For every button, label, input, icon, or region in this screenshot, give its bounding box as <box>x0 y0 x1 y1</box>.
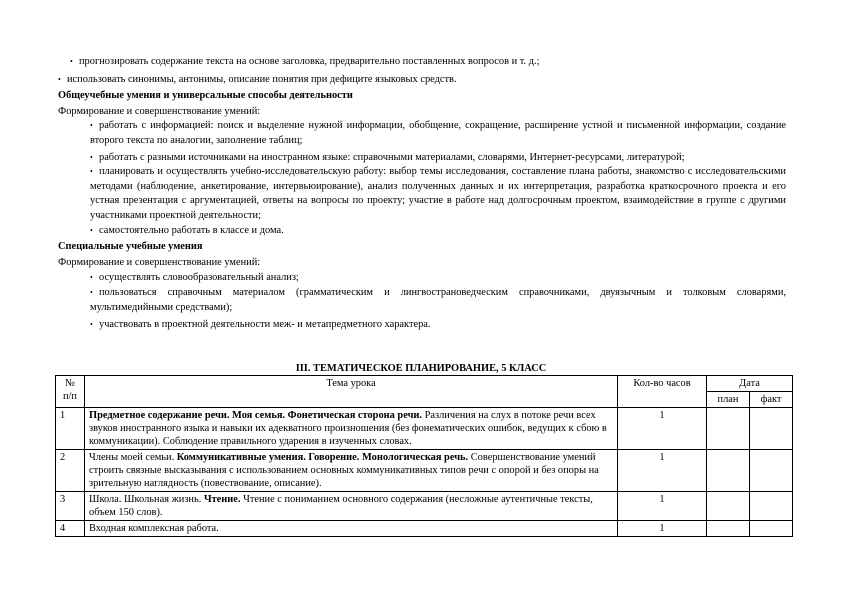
header-num: № п/п <box>56 376 85 408</box>
row-plan <box>707 408 750 450</box>
bullet-item: • участвовать в проектной деятельности меж- и метапредметного характера. <box>90 319 431 330</box>
row-num: 3 <box>56 492 85 521</box>
bullet-icon: • <box>70 57 73 66</box>
table-row <box>56 408 793 450</box>
intro-line: Формирование и совершенствование умений: <box>58 257 261 268</box>
row-hours: 1 <box>618 492 707 521</box>
bullet-paragraph: • планировать и осуществлять учебно-исследовательскую работу: выбор темы исследования, составление плана работы, знакомство с исследовательскими методами (наблюдение, анкетирование, интервьюирование), анализ полученных данных и их интерпретация, разработка краткосрочного проекта и его устная презентация с аргументацией, ответы на вопросы по проекту; участие в работе над долгосрочным проектом, взаимодействие в группе с другими участниками проектной деятельности; <box>90 166 786 221</box>
bullet-item: • работать с разными источниками на иностранном языке: справочными материалами, словарями, Интернет-ресурсами, литературой; <box>90 152 685 163</box>
header-plan: план <box>707 392 750 408</box>
section-heading: Специальные учебные умения <box>58 241 203 252</box>
bullet-item: • осуществлять словообразовательный анализ; <box>90 272 299 283</box>
bullet-icon: • <box>90 121 93 130</box>
row-fact <box>750 492 793 521</box>
bullet-paragraph: • работать с информацией: поиск и выделение нужной информации, обобщение, сокращение, расширение устной и письменной информации, создание второго текста по аналогии, заполнение таблиц; <box>90 120 786 146</box>
row-plan <box>707 450 750 492</box>
bullet-item: • самостоятельно работать в классе и дома. <box>90 225 284 236</box>
bullet-icon: • <box>90 288 93 297</box>
bullet-item: • прогнозировать содержание текста на основе заголовка, предварительно поставленных вопросов и т. д.; <box>70 56 540 67</box>
row-fact <box>750 521 793 537</box>
intro-line: Формирование и совершенствование умений: <box>58 106 261 117</box>
table-row <box>56 492 793 521</box>
header-date: Дата <box>707 376 793 392</box>
bullet-icon: • <box>90 320 93 329</box>
table-row <box>56 521 793 537</box>
row-fact <box>750 408 793 450</box>
row-plan <box>707 492 750 521</box>
bullet-paragraph: • пользоваться справочным материалом (грамматическим и лингвострановедческим справочниками, двуязычным и толковым словарями, мультимедийными средствами); <box>90 287 786 313</box>
row-topic: Предметное содержание речи. Моя семья. Фонетическая сторона речи. Различения на слух в потоке речи всех звуков иностранного языка и навыки их адекватного произношения (без фонематических ошибок, ведущих к сбою в коммуникации). Соблюдение правильного ударения в изученных словах. <box>85 408 618 450</box>
row-hours: 1 <box>618 450 707 492</box>
section-heading: Общеучебные умения и универсальные способы деятельности <box>58 90 353 101</box>
header-fact: факт <box>750 392 793 408</box>
row-topic: Входная комплексная работа. <box>85 521 618 537</box>
planning-table <box>55 375 793 537</box>
header-hours: Кол-во часов <box>618 376 707 408</box>
bullet-icon: • <box>90 273 93 282</box>
header-topic: Тема урока <box>85 376 618 408</box>
row-hours: 1 <box>618 408 707 450</box>
bullet-icon: • <box>58 75 61 84</box>
bullet-icon: • <box>90 167 93 176</box>
row-plan <box>707 521 750 537</box>
table-header-row <box>56 376 793 392</box>
bullet-item: • использовать синонимы, антонимы, описание понятия при дефиците языковых средств. <box>58 74 457 85</box>
row-hours: 1 <box>618 521 707 537</box>
table-row <box>56 450 793 492</box>
row-topic: Школа. Школьная жизнь. Чтение. Чтение с пониманием основного содержания (несложные аутентичные тексты, объем 150 слов). <box>85 492 618 521</box>
bullet-icon: • <box>90 153 93 162</box>
bullet-icon: • <box>90 226 93 235</box>
row-fact <box>750 450 793 492</box>
row-num: 4 <box>56 521 85 537</box>
row-num: 2 <box>56 450 85 492</box>
table-title: III. ТЕМАТИЧЕСКОЕ ПЛАНИРОВАНИЕ, 5 КЛАСС <box>295 363 547 374</box>
row-num: 1 <box>56 408 85 450</box>
row-topic: Члены моей семьи. Коммуникативные умения. Говорение. Монологическая речь. Совершенствование умений строить связные высказывания с использованием основных коммуникативных типов речи с опорой и без опоры на зрительную наглядность (повествование, описание). <box>85 450 618 492</box>
